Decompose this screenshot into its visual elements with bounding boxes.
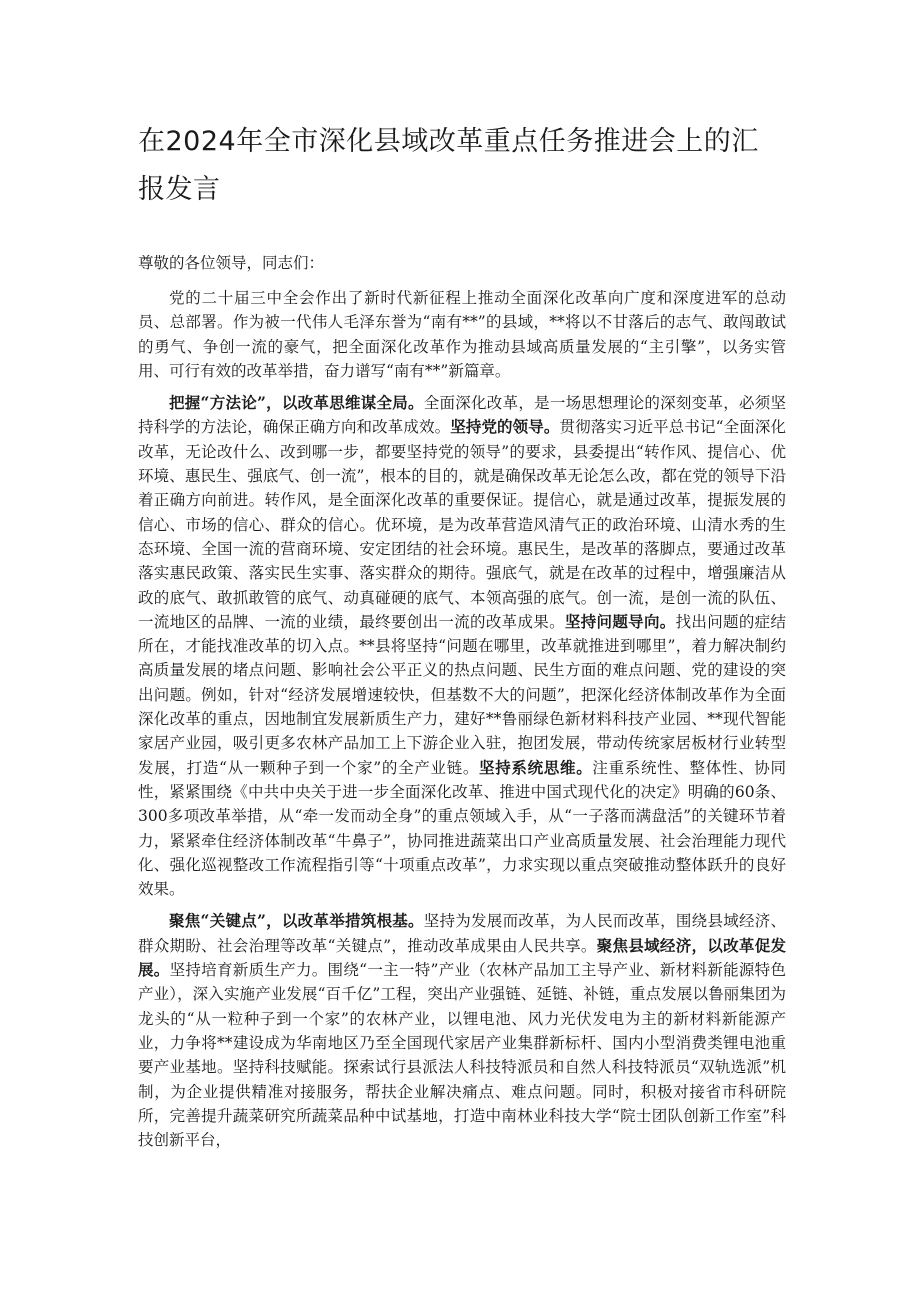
document-title: 在2024年全市深化县域改革重点任务推进会上的汇报发言 [138, 126, 759, 205]
text-run: 坚持为发展而改革，为人民而改革，围绕县域经济、群众期盼、社会治理等改革“关键点”，推动改革成果由人民共享。 [138, 912, 786, 955]
bold-heading-run: 坚持问题导向。 [564, 611, 676, 631]
text-run: 注重系统性、整体性、协同性，紧紧围绕《中共中央关于进一步全面深化改革、推进中国式现代化的决定》明确的60条、300多项改革举措，从“牵一发而动全身”的重点领域入手，从“一子落而满盘活”的关键环节着力，紧紧牵住经济体制改革“牛鼻子”，协同推进蔬菜出口产业高质量发展、社会治理能力现代化、强化巡视整改工作流程指引等“十项重点改革”，力求实现以重点突破推动整体跃升的良好效果。 [138, 758, 786, 899]
text-run: 党的二十届三中全会作出了新时代新征程上推动全面深化改革向广度和深度进军的总动员、总部署。作为被一代伟人毛泽东誉为“南有**”的县域，**将以不甘落后的志气、敢闯敢试的勇气、争创一流的豪气，把全面深化改革作为推动县域高质量发展的“主引擎”，以务实管用、可行有效的改革举措，奋力谱写“南有**”新篇章。 [138, 289, 786, 380]
text-run: 坚持培育新质生产力。围绕“一主一特”产业（农林产品加工主导产业、新材料新能源特色产业），深入实施产业发展“百千亿”工程，突出产业强链、延链、补链，重点发展以鲁丽集团为龙头的“从一粒种子到一个家”的农林产业，以锂电池、风力光伏发电为主的新材料新能源产业，力争将**建设成为华南地区乃至全国现代家居产业集群新标杆、国内小型消费类锂电池重要产业基地。坚持科技赋能。探索试行县派法人科技特派员和自然人科技特派员“双轨选派”机制，为企业提供精准对接服务，帮扶企业解决痛点、难点问题。同时，积极对接省市科研院所，完善提升蔬菜研究所蔬菜品种中试基地，打造中南林业科技大学“院士团队创新工作室”科技创新平台， [138, 961, 786, 1150]
bold-heading-run: 聚焦县域经济，以改革促发展。 [138, 935, 786, 980]
text-run: 找出问题的症结所在，才能找准改革的切入点。**县将坚持“问题在哪里，改革就推进到哪里”，着力解决制约高质量发展的堵点问题、影响社会公平正义的热点问题、民生方面的难点问题、党的建设的突出问题。例如，针对“经济发展增速较快，但基数不大的问题”，把深化经济体制改革作为全面深化改革的重点，因地制宜发展新质生产力，建好**鲁丽绿色新材料科技产业园、**现代智能家居产业园，吸引更多农林产品加工上下游企业入驻，抱团发展，带动传统家居板材行业转型发展，打造“从一颗种子到一个家”的全产业链。 [138, 612, 786, 777]
document-body [138, 286, 786, 1152]
body-paragraph [138, 909, 786, 1152]
body-paragraph [138, 286, 786, 383]
document-page [138, 118, 786, 1152]
bold-heading-run: 聚焦“关键点”，以改革举措筑根基。 [169, 911, 424, 931]
text-run: 贯彻落实习近平总书记“全面深化改革，无论改什么、改到哪一步，都要坚持党的领导”的要求，县委提出“转作风、提信心、优环境、惠民生、强底气、创一流”，根本的目的，就是确保改革无论怎么改，都在党的领导下沿着正确方向前进。转作风，是全面深化改革的重要保证。提信心，就是通过改革，提振发展的信心、市场的信心、群众的信心。优环境，是为改革营造风清气正的政治环境、山清水秀的生态环境、全国一流的营商环境、安定团结的社会环境。惠民生，是改革的落脚点，要通过改革落实惠民政策、落实民生实事、落实群众的期待。强底气，就是在改革的过程中，增强廉洁从政的底气、敢抓敢管的底气、动真碰硬的底气、本领高强的底气。创一流，是创一流的队伍、一流地区的品牌、一流的业绩，最终要创出一流的改革成果。 [138, 418, 786, 631]
salutation: 尊敬的各位领导，同志们： [138, 254, 325, 272]
text-run: 全面深化改革，是一场思想理论的深刻变革，必须坚持科学的方法论，确保正确方向和改革成效。 [138, 394, 786, 437]
bold-heading-run: 把握“方法论”，以改革思维谋全局。 [169, 393, 424, 413]
bold-heading-run: 坚持系统思维。 [479, 757, 593, 777]
bold-heading-run: 坚持党的领导。 [450, 417, 560, 437]
body-paragraph [138, 391, 786, 901]
